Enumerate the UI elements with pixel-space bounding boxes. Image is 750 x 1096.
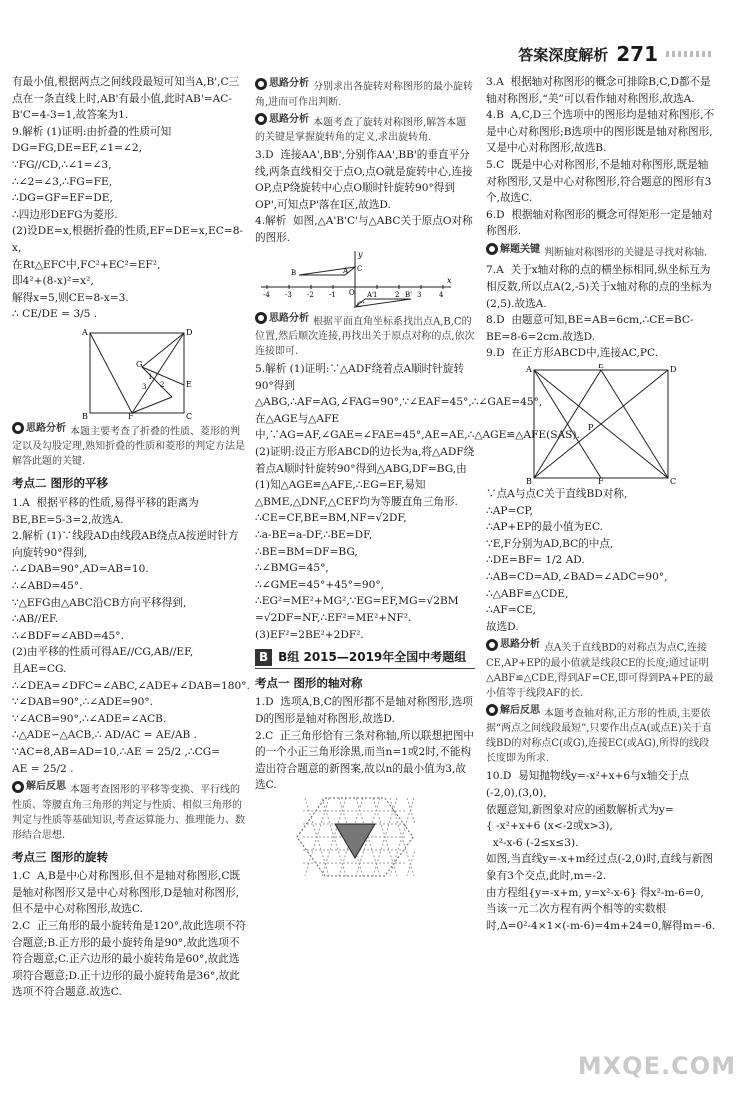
c2-group-b-box: B — [255, 649, 272, 666]
c1-para-1: 有最小值,根据两点之间线段最短可知当A,B',C三点在一条直线上时,AB'有最小值,此时AB'=AC-B'C=4-3=1,故答案为1. — [12, 76, 240, 122]
c1-fold-figure — [82, 327, 192, 419]
c1-section-3: 考点三 图形的旋转 — [12, 849, 109, 864]
bulb-icon — [486, 704, 498, 716]
c2-note-3-tag — [255, 311, 309, 326]
c1-note-2-tag — [12, 779, 66, 794]
c2-label-Cp: C' — [357, 300, 365, 309]
c3-label-P: P — [588, 423, 594, 432]
header-decoration — [666, 51, 712, 57]
c3-note-3-text: 本题考查轴对称,正方形的性质,主要依据“两点之间线段最短”,只要作出点A(或点E)关于直线BD的对称点C(或G),连接EC(或AG),所得的线段长度即为所求. — [486, 708, 712, 765]
c2-tick-label: -1 — [329, 290, 336, 299]
column-3 — [486, 74, 716, 934]
c1-note-1-tag — [12, 421, 66, 436]
c2-note-3-text: 根据平面直角坐标系找出点A,B,C的位置,然后顺次连接,再找出关于原点对称的点,依次连接即可. — [255, 316, 475, 358]
c2-note-1 — [255, 76, 475, 110]
c2-tick-label: -2 — [307, 290, 314, 299]
c1-fig-label-D: D — [186, 327, 192, 337]
c3-note-1-tag-text: 解题关键 — [500, 243, 540, 255]
c2-q3-q4: 3.D 连接AA',BB',分别作AA',BB'的垂直平分线,两条直线相交于点O,点O就是旋转中心,连接OP,点P绕旋转中心点O顺时针旋转90°得到OP',可知点P'落在I区,故选D. 4.解析 如图,△A'B'C'与△ABC关于原点O对称的图形. — [255, 149, 473, 244]
c1-fig-label-C: C — [186, 411, 192, 419]
c3-square-figure — [526, 364, 676, 484]
c2-note-2-tag — [255, 112, 309, 127]
c2-note-1-tag — [255, 76, 309, 91]
c2-axis-y: y — [358, 249, 363, 259]
c3-label-A: A — [526, 365, 532, 374]
c3-note-3-tag-text: 解后反思 — [500, 704, 540, 716]
c3-label-B: B — [526, 477, 532, 484]
c1-fig-label-G: G — [136, 359, 143, 369]
bulb-icon — [255, 312, 267, 324]
c2-note-2-text: 本题考查了旋转对称图形,解答本题的关键是掌握旋转角的定义,求出旋转角. — [255, 117, 467, 143]
c3-note-2-text: 点A关于直线BD的对称点为点C,连接CE,AP+EP的最小值就是线段CE的长度;通过证明△ABF≌△CDE,得到AF=CE,即可得到PA+PE的最小值等于线段AF的长. — [486, 642, 714, 699]
c3-note-3-tag — [486, 703, 540, 718]
c2-section-1-body: 1.D 选项A,B,C的图形都不是轴对称图形,选项D的图形是轴对称图形,故选D. 2.C 正三角形恰有三条对称轴,所以联想把图中的一个小正三角形涂黑,而当n=1或2时,不能构造出符合题意的新图案,故以n的最小值为3,故选C. — [255, 696, 475, 792]
c1-note-1-tag-text: 思路分析 — [26, 422, 66, 434]
c2-note-1-text: 分别求出各旋转对称图形的最小旋转角,进而可作出判断. — [255, 81, 473, 108]
c1-q9: 9.解析 (1)证明:由折叠的性质可知DG=FG,DE=EF,∠1=∠2, ∵FG//CD,∴∠1=∠3, ∴∠2=∠3,∴FG=FE, ∴DG=GF=EF=DE, ∴四边形DEFG为菱形. (2)设DE=x,根据折叠的性质,EF=DE=x,EC=8-x, 在Rt△EFC中,FC²+EC²=EF², 即4²+(8-x)²=x², 解得x=5,则CE=8-x=3. ∴ CE/DE = 3/5 . — [12, 125, 244, 321]
bulb-icon — [486, 639, 498, 651]
c2-axis-x: x — [447, 275, 452, 285]
c2-q5: 5.解析 (1)证明:∵△ADF绕着点A顺时针旋转90°得到△ABG,∴AF=AG,∠FAG=90°,∵∠EAF=45°,∴∠GAE=45°,在△AGE与△AFE中,∵AG=AF,∠GAE=∠FAE=45°,AE=AE,∴△AGE≌△AFE(SAS). (2)证明:设正方形ABCD的边长为a,将△ADF绕着点A顺时针旋转90°得到△ABG,DF=BG,由(1)知△AGE≌△AFE,∴EG=EF,易知△BME,△DNF,△CEF均为等腰直角三角形. ∴CE=CF,BE=BM,NF=√2DF, ∴a-BE=a-DF,∴BE=DF, ∴BE=BM=DF=BG, ∴∠BMG=45°, ∴∠GME=45°+45°=90°, ∴EG²=ME²+MG²,∵EG=EF,MG=√2BM =√2DF=NF,∴EF²=ME²+NF². (3)EF²=2BE²+2DF². — [255, 363, 580, 641]
header-label: 答案深度解析 — [518, 45, 609, 64]
c3-note-2-tag-text: 思路分析 — [500, 639, 540, 651]
c1-fig-label-F: F — [128, 411, 134, 419]
c2-label-C: C — [357, 264, 363, 273]
c1-fig-label-B: B — [82, 411, 88, 419]
c2-tick-label: 4 — [439, 290, 444, 299]
c3-label-E: E — [598, 364, 604, 370]
c1-section-2-body: 1.A 根据平移的性质,易得平移的距离为BE,BE=5-3=2,故选A. 2.解析 (1)∵线段AD由线段AB绕点A按逆时针方向旋转90°得到, ∴∠DAB=90°,AD=AB=10. ∴∠ABD=45°. ∵△EFG由△ABC沿CB方向平移得到, ∴AB//EF. ∴∠BDF=∠ABD=45°. (2)由平移的性质可得AE//CG,AB//EF, 且AE=CG. ∴∠DEA=∠DFC=∠ABC,∠ADE+∠DAB=180°. ∵∠DAB=90°,∴∠ADE=90°. ∵∠ACB=90°,∴∠ADE=∠ACB. ∴△ADE∽△ACB,∴ AD/AC = AE/AB . ∵AC=8,AB=AD=10,∴AE = 25/2 ,∴CG= AE = 25/2 . — [12, 497, 250, 775]
page-number: 271 — [616, 42, 658, 66]
c1-fig-label-3: 3 — [142, 382, 147, 391]
c2-tick-label: 3 — [417, 290, 422, 299]
c3-q7-q9: 7.A 关于x轴对称的点的横坐标相同,纵坐标互为相反数,所以点A(2,-5)关于x轴对称的点的坐标为(2,5).故选A. 8.D 由题意可知,BE=AB=6cm,∴CE=BC-BE=8-6=2cm.故选D. 9.D 在正方形ABCD中,连接AC,PC. — [486, 264, 712, 360]
c2-group-b-title: B组 2015—2019年全国中考题组 — [278, 650, 467, 665]
c3-q9-solution: ∵点A与点C关于直线BD对称, ∴AP=CP, ∴AP+EP的最小值为EC. ∵E,F分别为AD,BC的中点, ∴DE=BF= 1/2 AD. ∴AB=CD=AD,∠BAD=∠ADC=90°, ∴△ABF≌△CDE, ∴AF=CE, 故选D. — [486, 488, 668, 633]
c2-note-2-tag-text: 思路分析 — [269, 113, 309, 125]
bulb-icon — [12, 781, 24, 793]
page-header — [518, 40, 712, 68]
c2-note-2 — [255, 112, 475, 146]
c2-label-O: O — [349, 288, 355, 297]
c3-q3-q6: 3.A 根据轴对称图形的概念可排除B,C,D都不是轴对称图形,“美”可以看作轴对称图形,故选A. 4.B A,C,D三个选项中的图形均是轴对称图形,不是中心对称图形;B选项中的图形既是轴对称图形,又是中心对称图形,故选B. 5.C 既是中心对称图形,不是轴对称图形,既是轴对称图形,又是中心对称图形,符合题意的图形有3个,故选C. 6.D 根据轴对称图形的概念可得矩形一定是轴对称图形. — [486, 76, 715, 238]
c2-note-3 — [255, 311, 475, 360]
c1-note-2-tag-text: 解后反思 — [26, 781, 66, 793]
c2-group-b-heading — [255, 649, 475, 669]
c3-note-1 — [486, 242, 716, 261]
c2-note-1-tag-text: 思路分析 — [269, 78, 309, 89]
c2-tick-label: 1 — [373, 290, 378, 299]
c2-hexagon-figure — [295, 796, 415, 878]
c3-note-1-tag — [486, 242, 540, 257]
watermark: MXQE.COM — [577, 1052, 736, 1080]
c1-note-2 — [12, 779, 246, 843]
bulb-icon — [486, 243, 498, 255]
c3-note-2-tag — [486, 637, 540, 652]
c2-coordinate-figure — [255, 249, 455, 309]
c1-fig-label-E: E — [186, 379, 192, 389]
c1-note-1 — [12, 421, 246, 470]
bulb-icon — [255, 78, 267, 90]
c3-label-D: D — [670, 365, 676, 374]
c1-note-2-text: 本题考查图形的平移等变换、平行线的性质、等腰直角三角形的判定与性质、相似三角形的判定与性质等基础知识,考查运算能力、推理能力、数形结合思想. — [12, 784, 246, 841]
c1-fig-label-2: 2 — [160, 380, 165, 389]
c1-fig-label-1: 1 — [148, 372, 153, 381]
c1-fig-label-A: A — [82, 327, 88, 337]
bulb-icon — [12, 422, 24, 434]
c1-section-3-body: 1.C A,B是中心对称图形,但不是轴对称图形,C既是轴对称图形又是中心对称图形,D是轴对称图形,但不是中心对称图形,故选C. 2.C 正三角形的最小旋转角是120°,故此选项不符合题意;B.正方形的最小旋转角是90°,故此选项不符合题意;C.正六边形的最小旋转角是60°,故此选项符合题意;D.正十边形的最小旋转角是36°,故此选项不符合题意.故选C. — [12, 870, 246, 999]
c1-note-1-text: 本题主要考查了折叠的性质、菱形的判定以及勾股定理,熟知折叠的性质和菱形的判定方法是解答此题的关键. — [12, 426, 246, 468]
c2-tick-label: -4 — [263, 290, 270, 299]
c3-note-2 — [486, 637, 716, 701]
bulb-icon — [255, 113, 267, 125]
c3-note-3 — [486, 703, 716, 767]
c3-label-C: C — [670, 477, 676, 484]
c2-tick-label: 2 — [395, 290, 400, 299]
c1-section-2: 考点二 图形的平移 — [12, 476, 109, 491]
c2-label-Bp: B' — [405, 290, 413, 299]
c2-label-Ap: A' — [367, 290, 374, 299]
c2-label-A: A — [343, 266, 349, 275]
column-1 — [12, 74, 250, 1001]
c2-label-B: B — [291, 268, 297, 277]
c2-note-3-tag-text: 思路分析 — [269, 312, 309, 324]
c3-label-F: F — [598, 477, 604, 484]
c2-tick-label: -3 — [285, 290, 292, 299]
c3-q10: 10.D 易知抛物线y=-x²+x+6与x轴交于点(-2,0),(3,0), 依题意知,新图象对应的函数解析式为y= { -x²+x+6 (x<-2或x>3), x²-x-6 (-2≤x≤3). 如图,当直线y=-x+m经过点(-2,0)时,直线与新图象有3个交点,此时,m=-2. 由方程组{y=-x+m, y=x²-x-6} 得x²-m-6=0, 当该一元二次方程有两个相等的实数根时,Δ=0²-4×1×(-m-6)=4m+24=0,解得m=-6. — [486, 770, 716, 932]
c3-note-1-text: 判断轴对称图形的关键是寻找对称轴. — [544, 247, 708, 259]
c2-section-1: 考点一 图形的轴对称 — [255, 675, 363, 690]
